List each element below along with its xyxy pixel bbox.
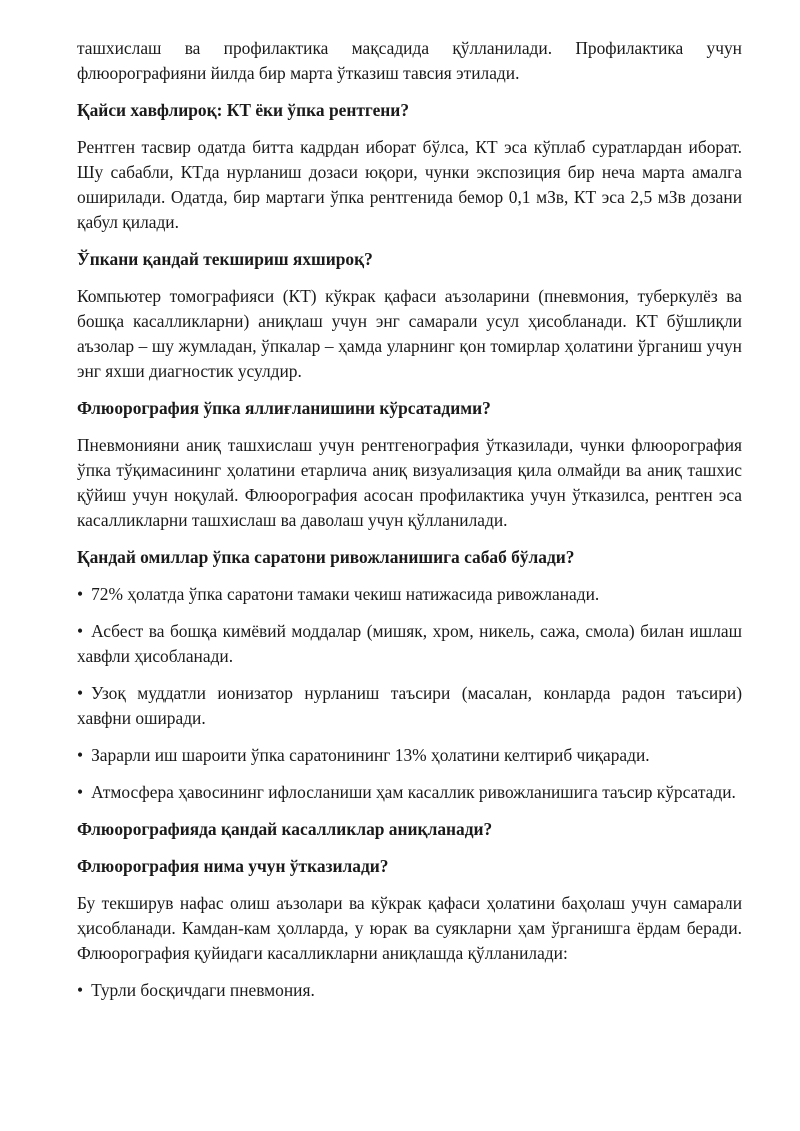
list-item-text: Зарарли иш шароити ўпка саратонининг 13% ҳолатини келтириб чиқаради. bbox=[91, 745, 650, 765]
list-item bbox=[77, 681, 742, 731]
list-item bbox=[77, 743, 742, 768]
document-page bbox=[77, 36, 742, 1015]
list-item-text: Асбест ва бошқа кимёвий моддалар (мишяк, хром, никель, сажа, смола) билан ишлаш хавфли ҳисобланади. bbox=[77, 621, 742, 666]
bullet-icon: • bbox=[77, 621, 84, 641]
section-heading: Флюорография нима учун ўтказилади? bbox=[77, 856, 389, 876]
section-heading: Қайси хавфлироқ: КТ ёки ўпка рентгени? bbox=[77, 100, 410, 120]
bullet-icon: • bbox=[77, 683, 84, 703]
paragraph: Бу текширув нафас олиш аъзолари ва кўкрак қафаси ҳолатини баҳолаш учун самарали ҳисобланади. Камдан-кам ҳолларда, у юрак ва суякларни ҳам ўрганишга ёрдам беради. Флюорография қуйидаги касалликларни аниқлашда қўлланилади: bbox=[77, 893, 742, 963]
list-item-text: Турли босқичдаги пневмония. bbox=[91, 980, 315, 1000]
section-heading: Ўпкани қандай текшириш яхшироқ? bbox=[77, 249, 373, 269]
list-item-text: Атмосфера ҳавосининг ифлосланиши ҳам касаллик ривожланишига таъсир кўрсатади. bbox=[91, 782, 736, 802]
list-item-text: Узоқ муддатли ионизатор нурланиш таъсири (масалан, конларда радон таъсири) хавфни оширади. bbox=[77, 683, 742, 728]
paragraph: Рентген тасвир одатда битта кадрдан иборат бўлса, КТ эса кўплаб суратлардан иборат. Шу сабабли, КТда нурланиш дозаси юқори, чунки экспозиция бир неча марта амалга оширилади. Одатда, бир мартаги ўпка рентгенида бемор 0,1 мЗв, КТ эса 2,5 мЗв дозани қабул қилади. bbox=[77, 137, 742, 232]
bullet-icon: • bbox=[77, 980, 84, 1000]
list-item bbox=[77, 978, 742, 1003]
diseases-list bbox=[77, 978, 742, 1003]
bullet-icon: • bbox=[77, 745, 84, 765]
section-heading: Қандай омиллар ўпка саратони ривожланишига сабаб бўлади? bbox=[77, 547, 575, 567]
section-heading: Флюорографияда қандай касалликлар аниқланади? bbox=[77, 819, 493, 839]
list-item bbox=[77, 582, 742, 607]
bullet-icon: • bbox=[77, 782, 84, 802]
paragraph: Пневмонияни аниқ ташхислаш учун рентгенография ўтказилади, чунки флюорография ўпка тўқимасининг ҳолатини етарлича аниқ визуализация қила олмайди ва аниқ ташхис қўйиш учун ноқулай. Флюорография асосан профилактика учун ўтказилса, рентген эса касалликларни ташхислаш ва даволаш учун қўлланилади. bbox=[77, 435, 742, 530]
risk-factors-list bbox=[77, 582, 742, 805]
paragraph: Компьютер томографияси (КТ) кўкрак қафаси аъзоларини (пневмония, туберкулёз ва бошқа касалликларни) аниқлаш учун энг самарали усул ҳисобланади. КТ бўшлиқли аъзолар – шу жумладан, ўпкалар – ҳамда уларнинг қон томирлар ҳолатини ўрганиш учун энг яхши диагностик усулдир. bbox=[77, 286, 742, 381]
list-item bbox=[77, 619, 742, 669]
list-item-text: 72% ҳолатда ўпка саратони тамаки чекиш натижасида ривожланади. bbox=[91, 584, 600, 604]
bullet-icon: • bbox=[77, 584, 84, 604]
section-heading: Флюорография ўпка яллиғланишини кўрсатадими? bbox=[77, 398, 491, 418]
paragraph: ташхислаш ва профилактика мақсадида қўлланилади. Профилактика учун флюорографияни йилда бир марта ўтказиш тавсия этилади. bbox=[77, 38, 742, 83]
list-item bbox=[77, 780, 742, 805]
